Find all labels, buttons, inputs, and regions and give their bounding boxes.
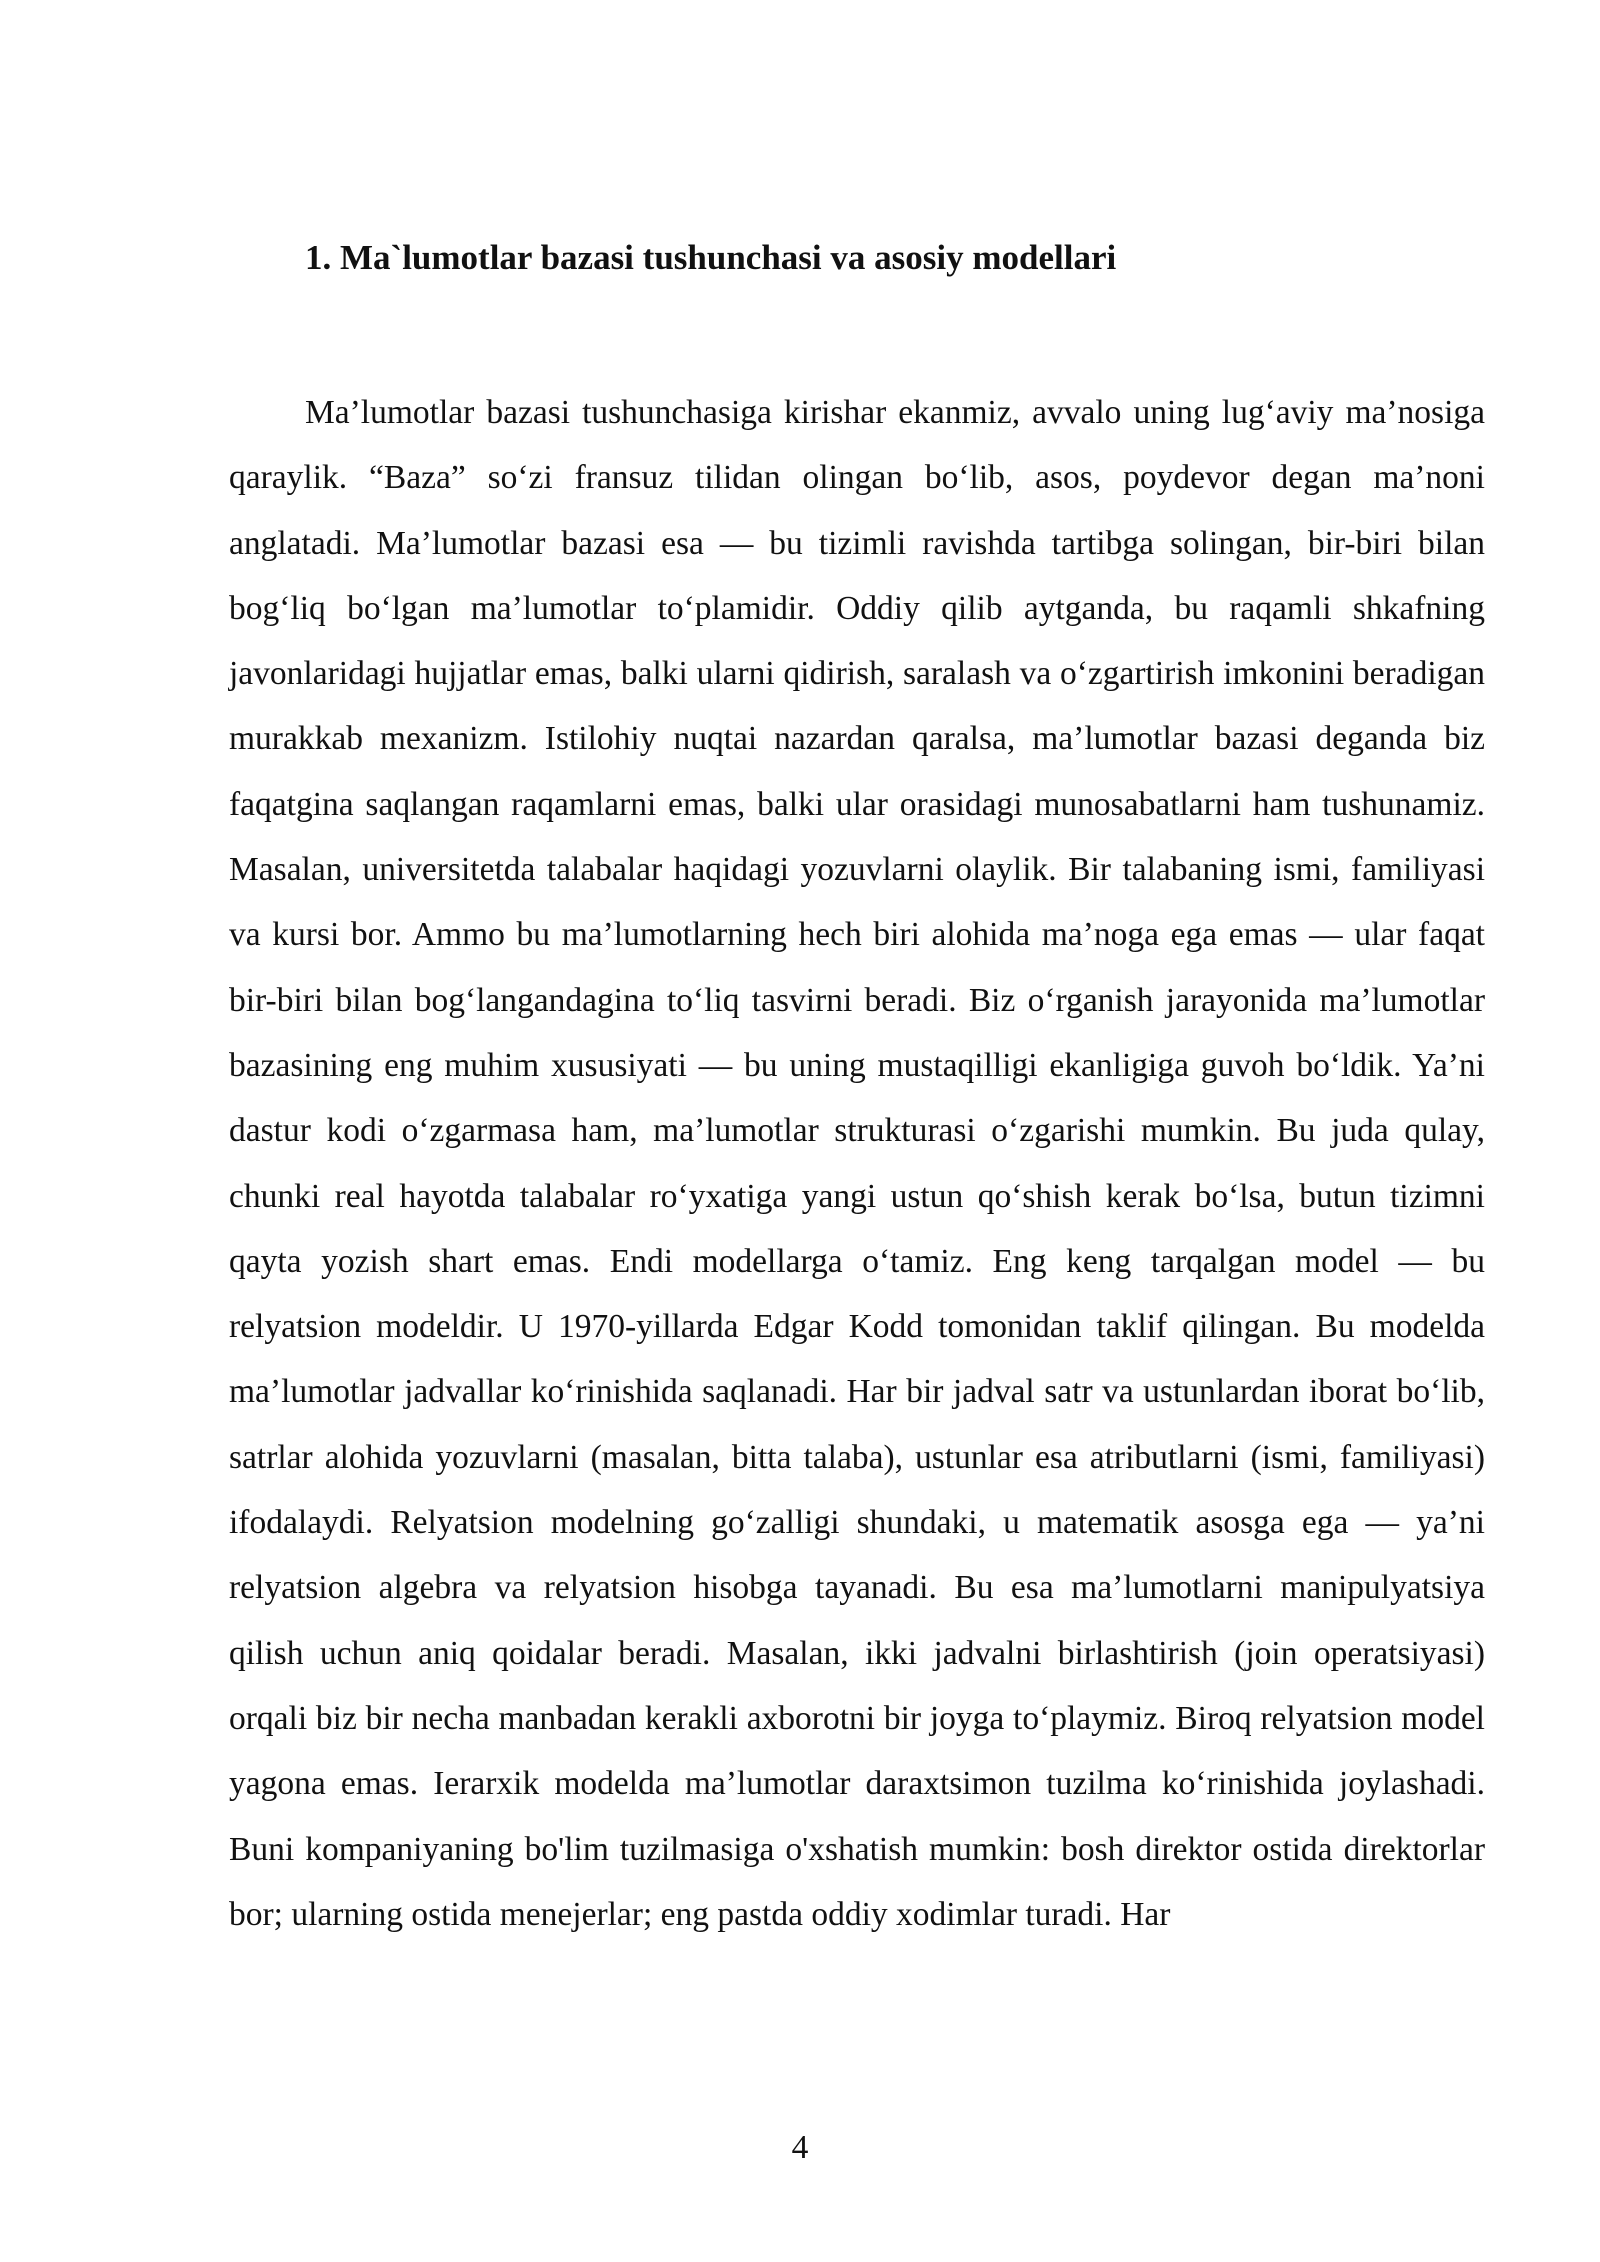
section-heading: 1. Ma`lumotlar bazasi tushunchasi va asosiy modellari [305,238,1117,277]
page-number: 4 [791,2129,809,2166]
body-paragraph: Ma’lumotlar bazasi tushunchasiga kirishar ekanmiz, avvalo uning lug‘aviy ma’nosiga qaraylik. “Baza” so‘zi fransuz tilidan olingan bo‘lib, asos, poydevor degan ma’noni anglatadi. Ma’lumotlar bazasi esa — bu tizimli ravishda tartibga solingan, bir-biri bilan bog‘liq bo‘lgan ma’lumotlar to‘plamidir. Oddiy qilib aytganda, bu raqamli shkafning javonlaridagi hujjatlar emas, balki ularni qidirish, saralash va o‘zgartirish imkonini beradigan murakkab mexanizm. Istilohiy nuqtai nazardan qaralsa, ma’lumotlar bazasi deganda biz faqatgina saqlangan raqamlarni emas, balki ular orasidagi munosabatlarni ham tushunamiz. Masalan, universitetda talabalar haqidagi yozuvlarni olaylik. Bir talabaning ismi, familiyasi va kursi bor. Ammo bu ma’lumotlarning hech biri alohida ma’noga ega emas — ular faqat bir-biri bilan bog‘langandagina to‘liq tasvirni beradi. Biz o‘rganish jarayonida ma’lumotlar bazasining eng muhim xususiyati — bu uning mustaqilligi ekanligiga guvoh bo‘ldik. Ya’ni dastur kodi o‘zgarmasa ham, ma’lumotlar strukturasi o‘zgarishi mumkin. Bu juda qulay, chunki real hayotda talabalar ro‘yxatiga yangi ustun qo‘shish kerak bo‘lsa, butun tizimni qayta yozish shart emas. Endi modellarga o‘tamiz. Eng keng tarqalgan model — bu relyatsion modeldir. U 1970-yillarda Edgar Kodd tomonidan taklif qilingan. Bu modelda ma’lumotlar jadvallar ko‘rinishida saqlanadi. Har bir jadval satr va ustunlardan iborat bo‘lib, satrlar alohida yozuvlarni (masalan, bitta talaba), ustunlar esa atributlarni (ismi, familiyasi) ifodalaydi. Relyatsion modelning go‘zalligi shundaki, u matematik asosga ega — ya’ni relyatsion algebra va relyatsion hisobga tayanadi. Bu esa ma’lumotlarni manipulyatsiya qilish uchun aniq qoidalar beradi. Masalan, ikki jadvalni birlashtirish (join operatsiyasi) orqali biz bir necha manbadan kerakli axborotni bir joyga to‘playmiz. Biroq relyatsion model yagona emas. Ierarxik modelda ma’lumotlar daraxtsimon tuzilma ko‘rinishida joylashadi. Buni kompaniyaning bo'lim tuzilmasiga o'xshatish mumkin: bosh direktor ostida direktorlar bor; ularning ostida menejerlar; eng pastda oddiy xodimlar turadi. Har [229,394,1485,1933]
